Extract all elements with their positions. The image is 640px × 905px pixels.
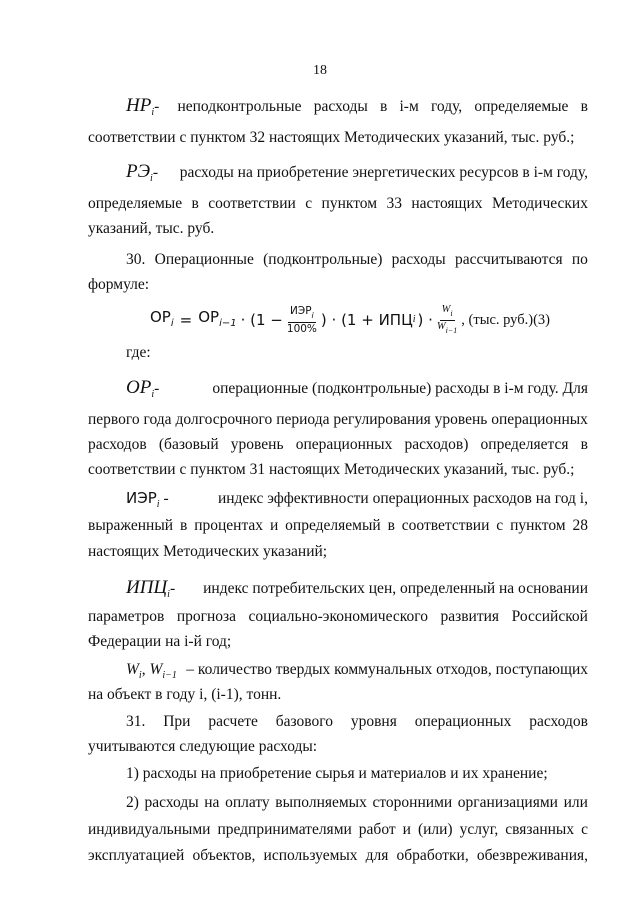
p31-number: 31. (126, 713, 146, 730)
ipc-symbol: $ИПЦ_i-$ (126, 577, 176, 600)
ier-word: пунктом (510, 517, 566, 534)
formula-lhs: $ОР_i$ (150, 307, 174, 329)
p30-word: по (571, 251, 588, 268)
ier-word: процентах (194, 517, 264, 534)
op-word: расходов (88, 436, 147, 453)
ipc-text: индекс потребительских цен, определенный на основании (203, 580, 588, 597)
item-2-word: обработки, (396, 847, 469, 864)
p30-number: 30. (126, 251, 146, 268)
ier-word: в (387, 517, 395, 534)
item-2-line3 (88, 846, 588, 866)
formula-unit: , (тыс. руб.)(3) (461, 312, 550, 328)
op-word: периода (276, 411, 330, 428)
ier-word: выраженный (88, 517, 174, 534)
ier-definition-line3: настоящих Методических указаний; (88, 543, 328, 560)
ier-definition-line2 (88, 516, 588, 536)
op-word: долгосрочного (175, 411, 273, 428)
item-2-word: и (402, 821, 411, 838)
re-definition-line1 (126, 162, 588, 189)
p30-word: рассчитываются (454, 251, 563, 268)
nr-word: неподконтрольные (177, 98, 302, 115)
ipc-definition-line1 (126, 578, 588, 605)
item-2-word: 2) (126, 794, 139, 811)
nr-word: расходы (313, 98, 368, 115)
nr-word: в (580, 98, 588, 115)
formula-ipc-sub: i (412, 314, 416, 325)
p31-word: базового (275, 713, 333, 730)
p31-word: расчете (208, 713, 258, 730)
item-2-word: оплату (225, 794, 270, 811)
op-definition-line4: соответствии с пунктом 31 настоящих Методических указаний, тыс. руб.; (88, 461, 575, 478)
p31-word: При (163, 713, 191, 730)
item-2-word: для (365, 847, 389, 864)
op-word: уровень (434, 411, 488, 428)
op-definition-line2 (88, 410, 588, 430)
ier-symbol: $ИЭР_i$ - (126, 489, 169, 510)
ier-word: с (496, 517, 504, 534)
nr-word: в (379, 98, 388, 115)
op-word: года (143, 411, 172, 428)
item-2-word: объектов, (192, 847, 256, 864)
ier-word: и (269, 517, 279, 534)
re-word: соответствии (208, 195, 296, 212)
item-2-word: выполняемых (275, 794, 367, 811)
item-2-line1 (126, 793, 588, 813)
op-word: первого (88, 411, 140, 428)
p31-word: уровня (350, 713, 397, 730)
item-2-word: связанных (505, 821, 575, 838)
w-definition-line2: на объект в году i, (i-1), тонн. (88, 686, 282, 703)
op-word: в (580, 436, 588, 453)
nr-definition-line2: соответствии с пунктом 32 настоящих Методических указаний, тыс. руб.; (88, 129, 575, 146)
paragraph-30-line1 (126, 250, 588, 270)
nr-definition-line1 (126, 96, 588, 123)
ipc-word: развития (440, 608, 500, 625)
formula-part1: · (1 − (240, 311, 283, 329)
formula-ier-fraction: $\frac{ИЭР_i}{100\%}$ (286, 305, 317, 335)
ier-word: 28 (572, 517, 588, 534)
paragraph-31-line1 (126, 712, 588, 732)
nr-word: году, (430, 98, 463, 115)
ipc-word: параметров (88, 608, 165, 625)
re-word: в (191, 195, 199, 212)
p31-word: расходов (529, 713, 588, 730)
item-2-word: индивидуальными (88, 821, 211, 838)
ier-text: индекс эффективности операционных расходов на год i, (217, 490, 588, 507)
item-2-word: эксплуатацией (88, 847, 185, 864)
ipc-word: прогноза (176, 608, 237, 625)
op-word: операционных (491, 411, 588, 428)
formula-3 (150, 300, 550, 340)
nr-word: i-м (399, 98, 419, 115)
re-word: настоящих (411, 195, 483, 212)
item-2-word: (или) (417, 821, 453, 838)
ipc-word: социально-экономического (248, 608, 428, 625)
op-definition-line3 (88, 435, 588, 455)
ipc-definition-line3: Федерации на i-й год; (88, 633, 232, 650)
op-word: расходов) (404, 436, 469, 453)
op-word: определяется (480, 436, 569, 453)
formula-w-fraction: $\frac{W_i}{W_{i-1}}$ (436, 303, 458, 335)
formula-op-prev: $ОР_{i-1}$ (198, 307, 237, 329)
re-word: пунктом (321, 195, 378, 212)
item-1: 1) расходы на приобретение сырья и материалов и их хранение; (126, 765, 548, 782)
w-text: – количество твердых коммунальных отходов, поступающих (186, 661, 588, 678)
formula-part3: ) · (417, 311, 433, 329)
paragraph-30-line2: формуле: (88, 276, 150, 293)
re-definition-line2 (88, 194, 588, 214)
p31-word: операционных (414, 713, 512, 730)
op-symbol: $ОР_i-$ (126, 377, 160, 400)
item-2-word: обезвреживания, (476, 847, 588, 864)
ipc-word: Российской (511, 608, 588, 625)
item-2-word: организациями (457, 794, 558, 811)
item-2-word: сторонними (372, 794, 453, 811)
ier-definition-line1 (126, 488, 588, 515)
p30-word: Операционные (154, 251, 254, 268)
ier-word: в (179, 517, 188, 534)
op-word: регулирования (333, 411, 431, 428)
w-definition-line1 (126, 660, 588, 686)
formula-part2: ) · (1 + ИПЦ (320, 311, 413, 329)
re-word: 33 (386, 195, 402, 212)
op-text: операционные (подконтрольные) расходы в i-м году. Для (212, 380, 588, 397)
ier-word: соответствии (401, 517, 490, 534)
page-number: 18 (313, 63, 327, 78)
item-2-word: на (204, 794, 220, 811)
paragraph-31-line2: учитываются следующие расходы: (88, 738, 318, 755)
p30-word: расходы (391, 251, 446, 268)
op-word: (базовый (158, 436, 219, 453)
item-2-word: или (563, 794, 588, 811)
op-word: операционных (295, 436, 393, 453)
nr-symbol: $НР_i-$ (126, 95, 160, 118)
re-word: с (305, 195, 313, 212)
nr-word: определяемые (474, 98, 569, 115)
item-2-word: предпринимателями (217, 821, 352, 838)
op-word: уровень (230, 436, 284, 453)
formula-equals: = (179, 311, 193, 329)
op-definition-line1 (126, 378, 588, 405)
re-symbol: $РЭ_i-$ (126, 161, 158, 184)
re-word: Методических (491, 195, 588, 212)
where-label: где: (126, 344, 151, 361)
re-word: определяемые (88, 195, 183, 212)
ipc-definition-line2 (88, 607, 588, 627)
item-2-line2 (88, 820, 588, 840)
p30-word: (подконтрольные) (263, 251, 383, 268)
item-2-word: услуг, (459, 821, 499, 838)
ier-word: определяемый (285, 517, 381, 534)
w-symbol: $W_i$, $W_{i-1}$ (126, 661, 177, 681)
re-definition-line3: указаний, тыс. руб. (88, 220, 215, 237)
item-2-word: с (581, 821, 588, 838)
item-2-word: расходы (144, 794, 199, 811)
re-text: расходы на приобретение энергетических ресурсов в i-м году, (179, 164, 588, 181)
item-2-word: используемых (263, 847, 358, 864)
item-2-word: работ (358, 821, 396, 838)
